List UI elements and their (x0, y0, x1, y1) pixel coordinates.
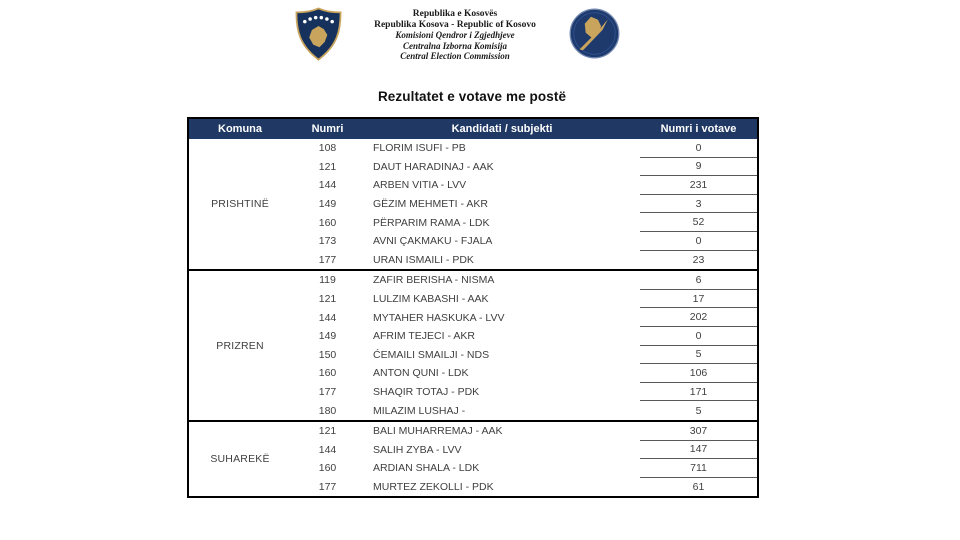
candidate-number: 177 (318, 386, 337, 399)
vote-count: 0 (640, 232, 757, 251)
vote-count: 3 (640, 195, 757, 214)
candidate-name: MURTEZ ZEKOLLI - PDK (373, 480, 494, 493)
table-row (291, 271, 757, 290)
letterhead-line-5: Central Election Commission (400, 51, 510, 61)
candidate-name: ĆEMAILI SMAILJI - NDS (373, 348, 490, 361)
candidate-number: 160 (318, 367, 337, 380)
candidate-name: AVNI ÇAKMAKU - FJALA (373, 235, 493, 248)
candidate-number: 150 (318, 348, 337, 361)
vote-count: 711 (640, 459, 757, 478)
table-row (291, 459, 757, 478)
vote-count: 106 (640, 364, 757, 383)
candidate-name: ZAFIR BERISHA - NISMA (373, 274, 495, 287)
table-row (291, 308, 757, 327)
candidate-name: URAN ISMAILI - PDK (373, 253, 474, 266)
candidate-name: LULZIM KABASHI - AAK (373, 293, 489, 306)
table-row (291, 383, 757, 402)
municipality-group (189, 420, 757, 496)
table-row (291, 478, 757, 497)
candidate-name: ARBEN VITIA - LVV (373, 179, 467, 192)
table-row (291, 422, 757, 441)
candidate-name: PËRPARIM RAMA - LDK (373, 216, 490, 229)
vote-count: 202 (640, 308, 757, 327)
candidate-number: 149 (318, 330, 337, 343)
table-row (291, 139, 757, 158)
letterhead-line-2: Republika Kosova - Republic of Kosovo (374, 19, 536, 30)
candidate-number: 121 (318, 160, 337, 173)
page-title: Rezultatet e votave me postë (377, 89, 567, 104)
vote-count: 6 (640, 271, 757, 290)
candidate-name: ANTON QUNI - LDK (373, 367, 469, 380)
table-row (291, 158, 757, 177)
candidate-number: 119 (319, 274, 336, 287)
municipality-rows (291, 422, 757, 496)
vote-count: 0 (640, 327, 757, 346)
vote-count: 61 (692, 480, 705, 493)
results-table (187, 117, 759, 498)
table-row (291, 176, 757, 195)
table-row (291, 290, 757, 309)
table-body (189, 139, 757, 496)
candidate-number: 108 (318, 142, 337, 155)
vote-count: 231 (640, 176, 757, 195)
candidate-number: 160 (318, 216, 337, 229)
vote-count: 5 (695, 404, 702, 417)
municipality-name: PRISHTINË (211, 198, 269, 211)
column-header-votave: Numri i votave (660, 123, 737, 135)
candidate-name: AFRIM TEJECI - AKR (373, 330, 475, 343)
candidate-number: 160 (318, 462, 337, 475)
letterhead-line-4: Centralna Izborna Komisija (402, 40, 508, 51)
table-row (291, 251, 757, 270)
column-header-kandidati: Kandidati / subjekti (451, 123, 553, 135)
table-header-row (189, 119, 757, 139)
candidate-name: MYTAHER HASKUKA - LVV (373, 311, 505, 324)
candidate-number: 177 (318, 253, 337, 266)
candidate-number: 121 (318, 425, 337, 438)
municipality-rows (291, 139, 757, 269)
candidate-number: 173 (318, 235, 337, 248)
candidate-number: 144 (318, 179, 337, 192)
vote-count: 171 (640, 383, 757, 402)
letterhead-line-1: Republika e Kosovës (412, 9, 498, 19)
vote-count: 5 (640, 346, 757, 365)
vote-count: 9 (640, 158, 757, 177)
table-row (291, 327, 757, 346)
table-row (291, 401, 757, 420)
vote-count: 23 (692, 253, 705, 266)
column-header-komuna: Komuna (218, 123, 262, 135)
vote-count: 307 (640, 422, 757, 441)
central-election-commission-logo-icon (568, 7, 621, 60)
municipality-rows (291, 271, 757, 420)
candidate-name: BALI MUHARREMAJ - AAK (373, 425, 503, 438)
vote-count: 147 (640, 441, 757, 460)
candidate-number: 180 (318, 404, 337, 417)
table-row (291, 232, 757, 251)
column-header-numri: Numri (311, 123, 344, 135)
candidate-number: 144 (318, 443, 337, 456)
table-row (291, 364, 757, 383)
municipality-name: SUHAREKË (210, 453, 270, 466)
candidate-number: 144 (318, 311, 337, 324)
vote-count: 17 (640, 290, 757, 309)
vote-count: 0 (640, 139, 757, 158)
table-row (291, 213, 757, 232)
candidate-number: 177 (318, 480, 337, 493)
candidate-name: MILAZIM LUSHAJ - (373, 404, 466, 417)
municipality-group (189, 139, 757, 269)
municipality-name: PRIZREN (216, 339, 264, 352)
candidate-name: GËZIM MEHMETI - AKR (373, 198, 488, 211)
candidate-name: SHAQIR TOTAJ - PDK (373, 386, 480, 399)
candidate-name: ARDIAN SHALA - LDK (373, 462, 480, 475)
candidate-number: 149 (318, 198, 337, 211)
candidate-name: FLORIM ISUFI - PB (373, 142, 466, 155)
candidate-name: SALIH ZYBA - LVV (373, 443, 462, 456)
table-row (291, 346, 757, 365)
table-row (291, 195, 757, 214)
table-row (291, 441, 757, 460)
municipality-group (189, 269, 757, 420)
vote-count: 52 (640, 213, 757, 232)
candidate-name: DAUT HARADINAJ - AAK (373, 160, 494, 173)
letterhead-line-3: Komisioni Qendror i Zgjedhjeve (395, 30, 515, 40)
letterhead-text (330, 9, 580, 62)
candidate-number: 121 (318, 293, 337, 306)
